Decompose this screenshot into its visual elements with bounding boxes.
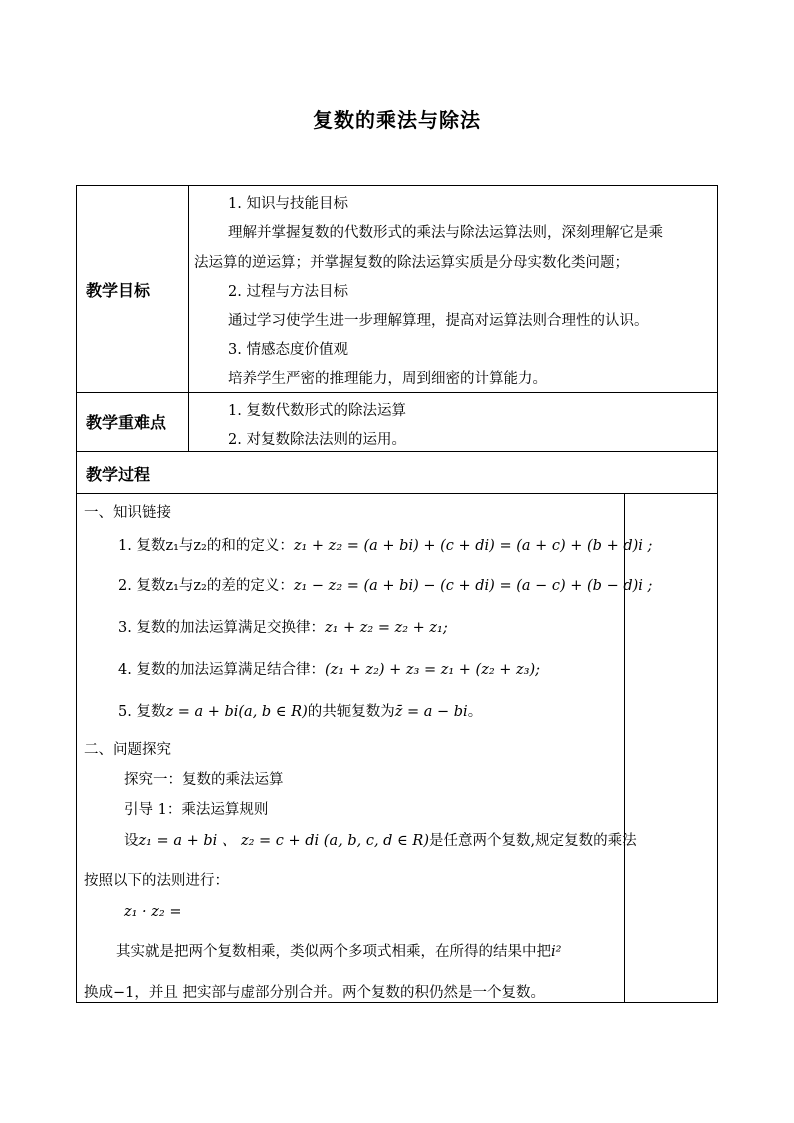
item-text: 。 bbox=[467, 704, 483, 720]
objective-line: 3. 情感态度价值观 bbox=[228, 342, 348, 358]
table-divider bbox=[76, 493, 718, 494]
item-text: 3. 复数的加法运算满足交换律： bbox=[118, 620, 325, 636]
table-divider bbox=[76, 392, 718, 393]
table-divider bbox=[188, 185, 189, 451]
page-title: 复数的乘法与除法 bbox=[313, 108, 481, 132]
explore-heading: 探究一：复数的乘法运算 bbox=[124, 772, 284, 788]
objective-line: 培养学生严密的推理能力，周到细密的计算能力。 bbox=[228, 371, 547, 387]
keypoints-label: 教学重难点 bbox=[86, 413, 167, 432]
def-formula: z₁ = a + bi 、 z₂ = c + di (a, b, c, d ∈ R) bbox=[138, 833, 429, 849]
item-formula: z₁ − z₂ = (a + bi) − (c + di) = (a − c) + (b − d)i ; bbox=[293, 578, 653, 594]
explanation-line: 换成−1，并且 把实部与虚部分别合并。两个复数的积仍然是一个复数。 bbox=[84, 985, 545, 1001]
objectives-label: 教学目标 bbox=[86, 281, 151, 300]
item-formula: (z₁ + z₂) + z₃ = z₁ + (z₂ + z₃); bbox=[324, 662, 541, 678]
table-divider bbox=[76, 451, 718, 452]
item-formula: z₁ + z₂ = (a + bi) + (c + di) = (a + c) + (b + d)i ; bbox=[293, 538, 653, 554]
table-divider bbox=[624, 493, 625, 1003]
objective-line: 1. 知识与技能目标 bbox=[228, 196, 348, 212]
item-text: 2. 复数z₁与z₂的差的定义： bbox=[118, 578, 294, 594]
item-formula: z₁ + z₂ = z₂ + z₁; bbox=[324, 620, 448, 636]
knowledge-item bbox=[118, 660, 540, 680]
section-heading: 二、问题探究 bbox=[84, 742, 171, 758]
item-formula: z̄ = a − bi bbox=[394, 704, 468, 720]
definition-line bbox=[124, 831, 637, 851]
item-text: 的共轭复数为 bbox=[307, 704, 395, 720]
product-formula: z₁ · z₂ = bbox=[124, 904, 182, 920]
def-text: 是任意两个复数,规定复数的乘法 bbox=[428, 833, 637, 849]
item-text: 5. 复数 bbox=[118, 704, 166, 720]
section-heading: 一、知识链接 bbox=[84, 505, 171, 521]
knowledge-item bbox=[118, 576, 652, 596]
explanation-line bbox=[116, 942, 561, 962]
explain-symbol: i² bbox=[551, 944, 562, 960]
explain-text: 其实就是把两个复数相乘，类似两个多项式相乘，在所得的结果中把 bbox=[116, 944, 551, 960]
definition-line: 按照以下的法则进行： bbox=[84, 873, 229, 889]
objective-line: 法运算的逆运算；并掌握复数的除法运算实质是分母实数化类问题； bbox=[194, 255, 629, 271]
item-text: 1. 复数z₁与z₂的和的定义： bbox=[118, 538, 294, 554]
knowledge-item bbox=[118, 702, 482, 722]
def-text: 设 bbox=[124, 833, 139, 849]
item-formula: z = a + bi(a, b ∈ R) bbox=[165, 704, 308, 720]
objective-line: 通过学习使学生进一步理解算理，提高对运算法则合理性的认识。 bbox=[228, 313, 649, 329]
knowledge-item bbox=[118, 618, 448, 638]
objective-line: 理解并掌握复数的代数形式的乘法与除法运算法则，深刻理解它是乘 bbox=[228, 225, 663, 241]
keypoint-line: 1. 复数代数形式的除法运算 bbox=[228, 403, 406, 419]
knowledge-item bbox=[118, 536, 652, 556]
objective-line: 2. 过程与方法目标 bbox=[228, 284, 348, 300]
keypoint-line: 2. 对复数除法法则的运用。 bbox=[228, 432, 406, 448]
guide-heading: 引导 1：乘法运算规则 bbox=[124, 802, 269, 818]
process-label: 教学过程 bbox=[86, 465, 151, 484]
item-text: 4. 复数的加法运算满足结合律： bbox=[118, 662, 325, 678]
